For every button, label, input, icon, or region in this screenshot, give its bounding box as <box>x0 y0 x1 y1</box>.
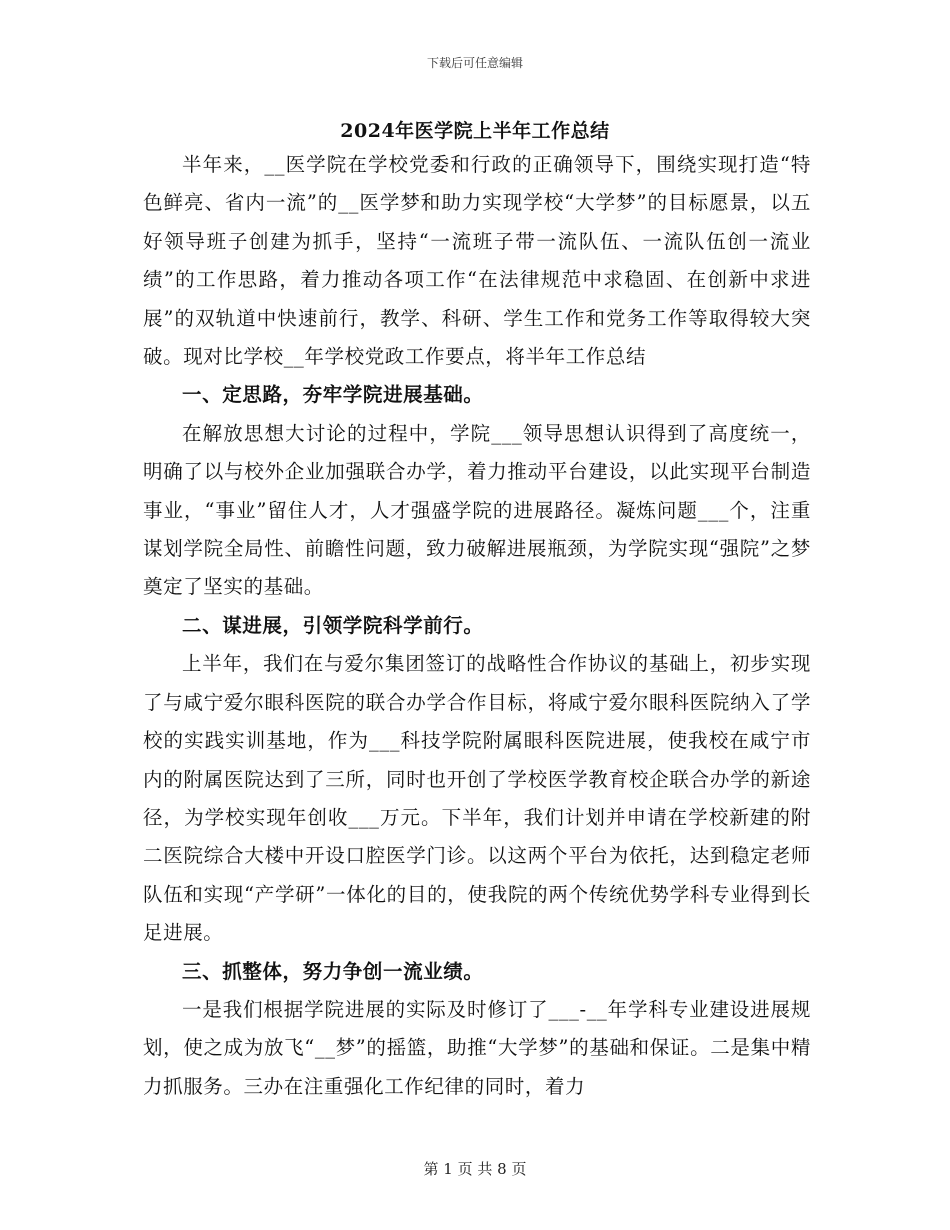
page-number: 第 1 页 共 8 页 <box>423 1160 527 1178</box>
section-heading-1: 一、定思路，夯牢学院进展基础。 <box>182 383 484 407</box>
paragraph-section-2: 上半年，我们在与爱尔集团签订的战略性合作协议的基础上，初步实现了与咸宁爱尔眼科医院的联合办学合作目标，将咸宁爱尔眼科医院纳入了学校的实践实训基地，作为___科技学院附属眼科医院进展，使我校在咸宁市内的附属医院达到了三所，同时也开创了学校医学教育校企联合办学的新途径，为学校实现年创收___万元。下半年，我们计划并申请在学校新建的附二医院综合大楼中开设口腔医学门诊。以这两个平台为依托，达到稳定老师队伍和实现“产学研”一体化的目的，使我院的两个传统优势学科专业得到长足进展。 <box>143 652 811 945</box>
document-body <box>143 146 811 1106</box>
document-title: 2024年医学院上半年工作总结 <box>340 120 610 142</box>
section-heading-2: 二、谋进展，引领学院科学前行。 <box>182 613 484 637</box>
header-note: 下载后可任意编辑 <box>426 56 523 70</box>
paragraph-section-1: 在解放思想大讨论的过程中，学院___领导思想认识得到了高度统一，明确了以与校外企业加强联合办学，着力推动平台建设，以此实现平台制造事业，“事业”留住人才，人才强盛学院的进展路径。凝炼问题___个，注重谋划学院全局性、前瞻性问题，致力破解进展瓶颈，为学院实现“强院”之梦奠定了坚实的基础。 <box>143 421 811 599</box>
paragraph-intro: 半年来，__医学院在学校党委和行政的正确领导下，围绕实现打造“特色鲜亮、省内一流”的__医学梦和助力实现学校“大学梦”的目标愿景，以五好领导班子创建为抓手，坚持“一流班子带一流队伍、一流队伍创一流业绩”的工作思路，着力推动各项工作“在法律规范中求稳固、在创新中求进展”的双轨道中快速前行，教学、科研、学生工作和党务工作等取得较大突破。现对比学校__年学校党政工作要点，将半年工作总结 <box>143 153 811 369</box>
section-heading-3: 三、抓整体，努力争创一流业绩。 <box>182 959 484 983</box>
paragraph-section-3: 一是我们根据学院进展的实际及时修订了___-__年学科专业建设进展规划，使之成为放飞“__梦”的摇篮，助推“大学梦”的基础和保证。二是集中精力抓服务。三办在注重强化工作纪律的同时，着力 <box>143 997 811 1098</box>
